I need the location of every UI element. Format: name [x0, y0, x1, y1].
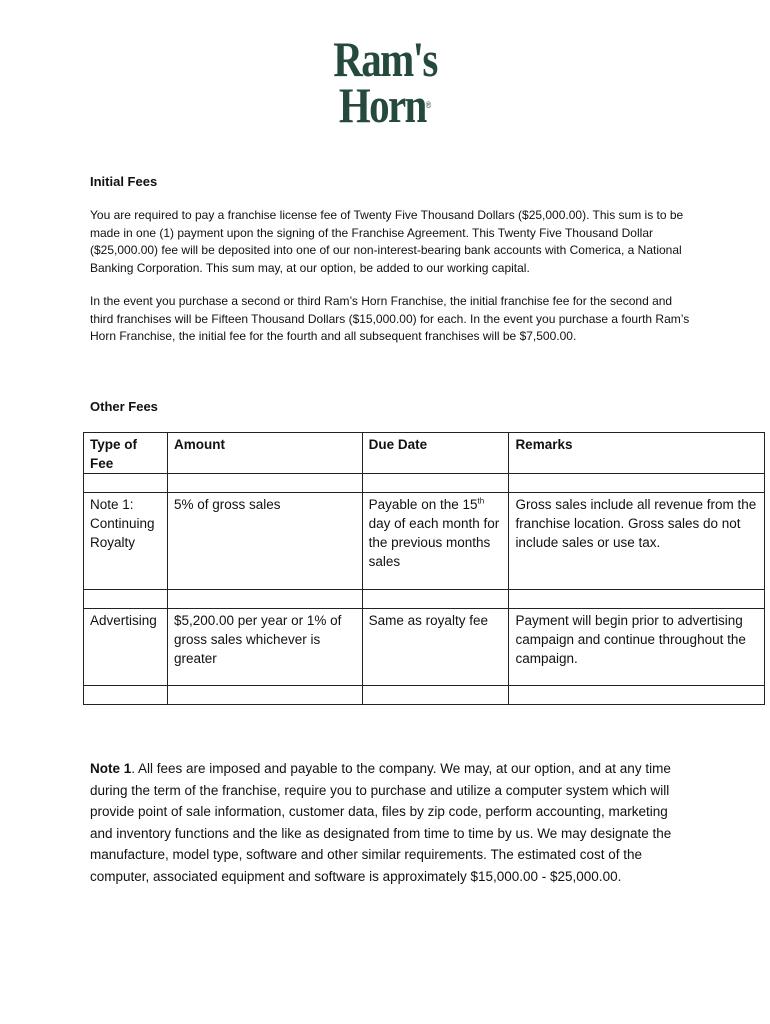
logo-line-2	[69, 77, 700, 133]
other-fees-heading: Other Fees	[90, 399, 158, 414]
table-cell	[167, 474, 362, 493]
note-1-label: Note 1	[90, 761, 132, 776]
table-header-row	[84, 433, 765, 474]
company-logo	[0, 31, 770, 133]
royalty-type: Continuing Royalty	[90, 516, 155, 550]
advertising-amount: $5,200.00 per year or 1% of gross sales whichever is greater	[167, 609, 362, 686]
table-cell	[167, 590, 362, 609]
royalty-type-cell	[84, 493, 168, 590]
initial-fees-paragraph-2: In the event you purchase a second or third Ram’s Horn Franchise, the initial franchise fee for the second and third franchises will be Fifteen Thousand Dollars ($15,000.00) for each. In the event you purchase a fourth Ram’s Horn Franchise, the initial fee for the fourth and all subsequent franchises will be $7,500.00.	[90, 294, 690, 343]
table-cell	[509, 590, 765, 609]
table-cell	[509, 474, 765, 493]
royalty-due-date	[362, 493, 509, 590]
header-remarks: Remarks	[509, 433, 765, 474]
table-cell	[167, 686, 362, 705]
table-cell	[362, 686, 509, 705]
logo-line-2-text: Horn	[338, 77, 426, 133]
royalty-due-date-superscript: th	[477, 496, 485, 506]
royalty-note-label: Note 1:	[90, 497, 134, 512]
table-cell	[84, 686, 168, 705]
advertising-due-date: Same as royalty fee	[362, 609, 509, 686]
table-row-spacer	[84, 686, 765, 705]
registered-mark: ®	[425, 100, 432, 110]
logo-line-1: Ram's	[333, 31, 437, 87]
initial-fees-paragraph-1: You are required to pay a franchise license fee of Twenty Five Thousand Dollars ($25,000.00). This sum is to be made in one (1) payment upon the signing of the Franchise Agreement. This Twenty Five Thousand Dollar ($25,000.00) fee will be deposited into one of our non-interest-bearing bank accounts with Comerica, a National Banking Corporation. This sum may, at our option, be added to our working capital.	[90, 208, 684, 275]
header-type-of-fee: Type of Fee	[84, 433, 168, 474]
note-1-text: . All fees are imposed and payable to the company. We may, at our option, and at any time during the term of the franchise, require you to purchase and utilize a computer system which will provide point of sale information, customer data, files by zip code, perform accounting, marketing and inventory functions and the like as designated from time to time by us. We may designate the manufacture, model type, software and other similar requirements. The estimated cost of the computer, associated equipment and software is approximately $15,000.00 - $25,000.00.	[90, 761, 672, 884]
initial-fees-heading: Initial Fees	[90, 174, 158, 189]
table-cell	[362, 590, 509, 609]
royalty-due-date-part1: Payable on the 15	[368, 497, 478, 512]
advertising-type: Advertising	[84, 609, 168, 686]
table-row-spacer	[84, 590, 765, 609]
header-due-date: Due Date	[362, 433, 509, 474]
table-cell	[84, 474, 168, 493]
table-row-advertising	[84, 609, 765, 686]
royalty-due-date-part2: day of each month for the previous months sales	[368, 516, 500, 569]
table-cell	[84, 590, 168, 609]
other-fees-table	[83, 432, 765, 705]
table-cell	[362, 474, 509, 493]
table-row-spacer	[84, 474, 765, 493]
table-row-royalty	[84, 493, 765, 590]
royalty-remarks: Gross sales include all revenue from the franchise location. Gross sales do not include sales or use tax.	[509, 493, 765, 590]
table-cell	[509, 686, 765, 705]
note-1-paragraph	[90, 758, 680, 887]
advertising-remarks: Payment will begin prior to advertising campaign and continue throughout the campaign.	[509, 609, 765, 686]
royalty-amount: 5% of gross sales	[167, 493, 362, 590]
header-amount: Amount	[167, 433, 362, 474]
